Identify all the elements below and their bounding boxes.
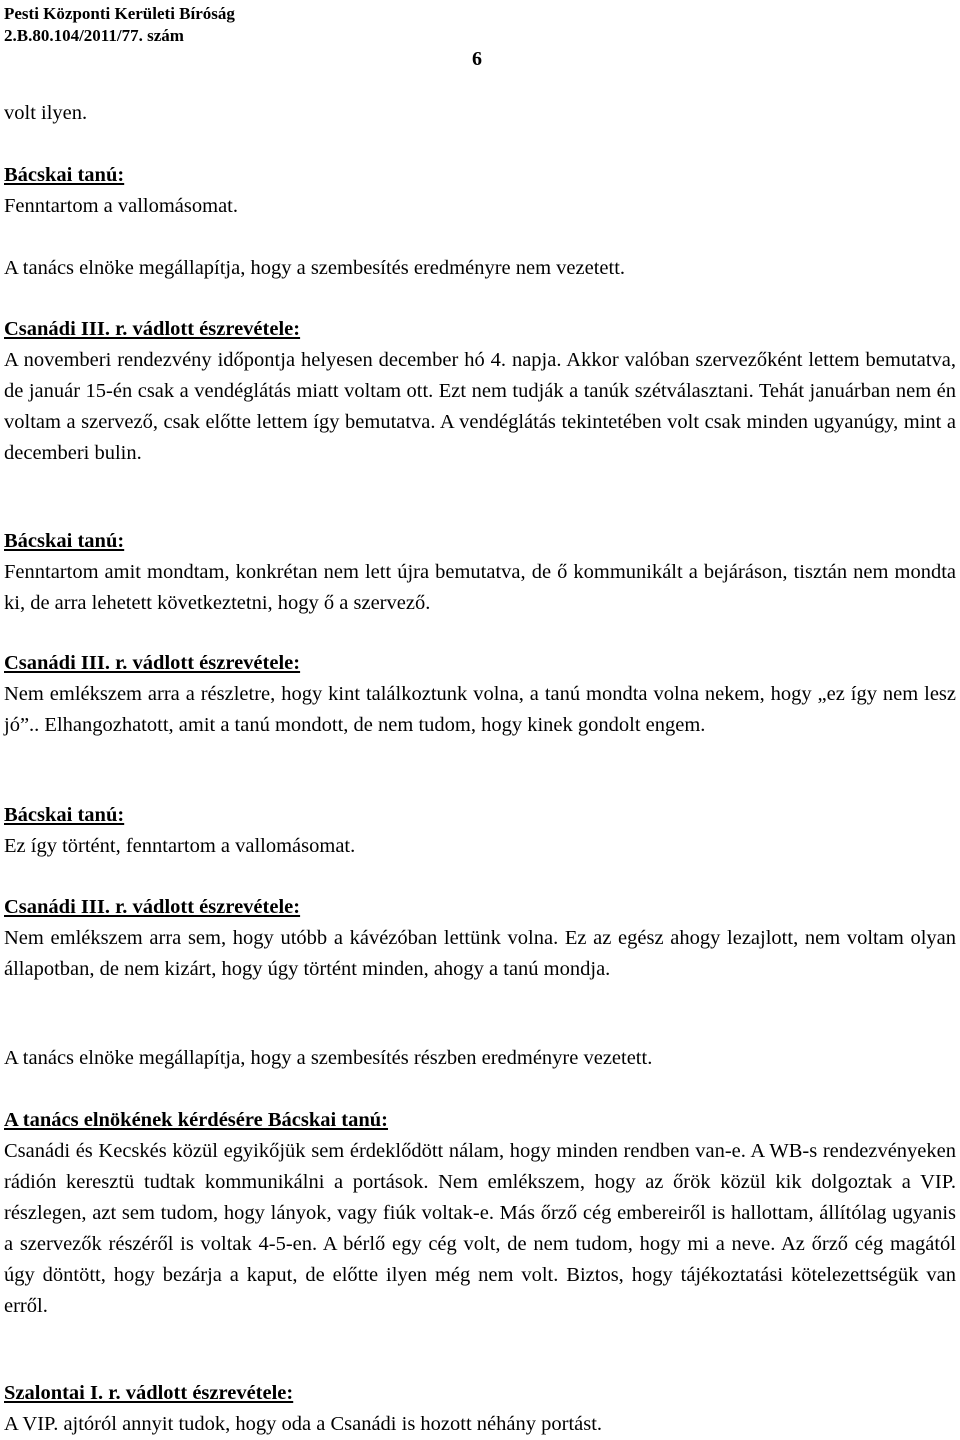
- speaker-heading: Csanádi III. r. vádlott észrevétele:: [4, 318, 301, 340]
- testimony-block: [4, 648, 956, 741]
- testimony-block: [4, 526, 956, 619]
- paragraph: A tanács elnöke megállapítja, hogy a szembesítés eredményre nem vezetett.: [4, 257, 626, 279]
- text-block: [4, 98, 956, 129]
- speaker-heading: A tanács elnökének kérdésére Bácskai tanú:: [4, 1109, 389, 1131]
- speaker-heading: Bácskai tanú:: [4, 530, 125, 552]
- text-block: [4, 253, 956, 284]
- speaker-heading: Bácskai tanú:: [4, 804, 125, 826]
- paragraph: Csanádi és Kecskés közül egyikőjük sem érdeklődött nálam, hogy minden rendben van-e. A WB-s rendezvényeken rádión keresztü tudtak kommunikálni a portások. Nem emlékszem, hogy az őrök közül kik dolgoztak a VIP. részlegen, azt sem tudom, hogy lányok, vagy fiúk voltak-e. Más őrző cég embereiről is hallottam, állítólag ugyanis a szervezők részéről is voltak 4-5-en. A bérlő egy cég volt, de nem tudom, hogy mi a neve. Az őrző cég magától úgy döntött, hogy bezárja a kaput, de előtte ilyen még nem volt. Biztos, hogy tájékoztatási kötelezettségük van erről.: [4, 1140, 956, 1317]
- page-number: 6: [472, 48, 482, 70]
- testimony-block: [4, 800, 956, 862]
- testimony-block: [4, 892, 956, 985]
- text-block: [4, 1043, 956, 1074]
- speaker-heading: Bácskai tanú:: [4, 164, 125, 186]
- testimony-block: [4, 314, 956, 469]
- testimony-block: [4, 1105, 956, 1322]
- testimony-block: [4, 1378, 956, 1440]
- paragraph: Fenntartom amit mondtam, konkrétan nem lett újra bemutatva, de ő kommunikált a bejáráson, tisztán nem mondta ki, de arra lehetett következtetni, hogy ő a szervező.: [4, 561, 956, 614]
- case-number: 2.B.80.104/2011/77. szám: [4, 26, 184, 45]
- paragraph: Fenntartom a vallomásomat.: [4, 195, 238, 217]
- speaker-heading: Csanádi III. r. vádlott észrevétele:: [4, 652, 301, 674]
- paragraph: Nem emlékszem arra a részletre, hogy kint találkoztunk volna, a tanú mondta volna nekem, hogy „ez így nem lesz jó”.. Elhangozhatott, amit a tanú mondott, de nem tudom, hogy kinek gondolt engem.: [4, 683, 956, 736]
- speaker-heading: Szalontai I. r. vádlott észrevétele:: [4, 1382, 294, 1404]
- paragraph: Ez így történt, fenntartom a vallomásomat.: [4, 835, 356, 857]
- speaker-heading: Csanádi III. r. vádlott észrevétele:: [4, 896, 301, 918]
- testimony-block: [4, 160, 956, 222]
- court-name: Pesti Központi Kerületi Bíróság: [4, 4, 235, 23]
- paragraph: A VIP. ajtóról annyit tudok, hogy oda a Csanádi is hozott néhány portást.: [4, 1413, 603, 1435]
- paragraph: Nem emlékszem arra sem, hogy utóbb a kávézóban lettünk volna. Ez az egész ahogy lezajlott, nem voltam olyan állapotban, de nem kizárt, hogy úgy történt minden, ahogy a tanú mondja.: [4, 927, 956, 980]
- paragraph: A tanács elnöke megállapítja, hogy a szembesítés részben eredményre vezetett.: [4, 1047, 653, 1069]
- paragraph: volt ilyen.: [4, 102, 88, 124]
- paragraph: A novemberi rendezvény időpontja helyesen december hó 4. napja. Akkor valóban szervezőként lettem bemutatva, de január 15-én csak a vendéglátás miatt voltam ott. Ezt nem tudják a tanúk szétválasztani. Tehát januárban nem én voltam a szervező, csak előtte lettem így bemutatva. A vendéglátás tekintetében volt csak minden ugyanúgy, mint a decemberi bulin.: [4, 349, 956, 464]
